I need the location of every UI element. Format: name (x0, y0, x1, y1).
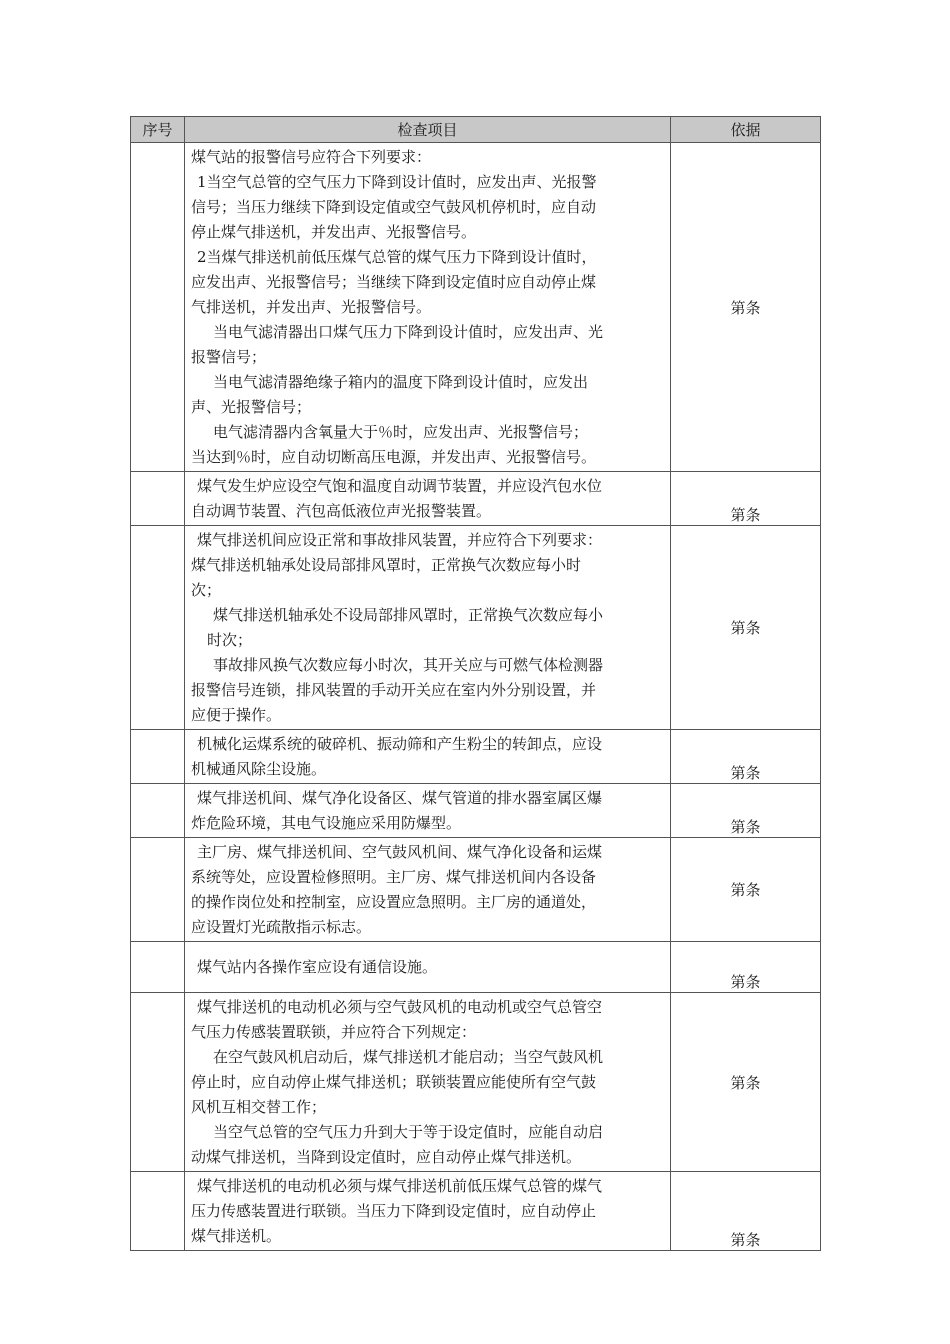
table-row (131, 1172, 821, 1251)
item-line: 煤气排送机。 (191, 1227, 282, 1245)
item-line: 信号；当压力继续下降到设定值或空气鼓风机停机时，应自动 (191, 198, 597, 216)
item-line: 2当煤气排送机前低压煤气总管的煤气压力下降到设计值时， (197, 248, 597, 266)
item-line: 煤气站的报警信号应符合下列要求： (191, 148, 432, 166)
item-line: 自动调节装置、汽包高低液位声光报警装置。 (191, 502, 492, 520)
table-row (131, 143, 821, 472)
item-line: 煤气排送机间应设正常和事故排风装置，并应符合下列要求： (197, 531, 603, 549)
item-line: 气压力传感装置联锁，并应符合下列规定： (191, 1023, 477, 1041)
item-line: 报警信号； (191, 348, 267, 366)
row-item (185, 526, 671, 730)
item-line: 时次； (207, 631, 253, 649)
row-seq (131, 526, 185, 730)
row-item (185, 838, 671, 942)
item-line: 电气滤清器内含氧量大于％时，应发出声、光报警信号； (213, 423, 589, 441)
row-basis: 第条 (671, 993, 821, 1172)
row-basis: 第条 (671, 143, 821, 472)
row-item (185, 730, 671, 784)
header-basis: 依据 (671, 117, 821, 143)
item-line: 报警信号连锁，排风装置的手动开关应在室内外分别设置，并 (191, 681, 597, 699)
item-line: 的操作岗位处和控制室，应设置应急照明。主厂房的通道处， (191, 893, 597, 911)
item-line: 当电气滤清器绝缘子箱内的温度下降到设计值时，应发出 (213, 373, 589, 391)
row-seq (131, 942, 185, 993)
item-line: 煤气排送机的电动机必须与空气鼓风机的电动机或空气总管空 (197, 998, 603, 1016)
row-seq (131, 784, 185, 838)
row-basis: 第条 (671, 526, 821, 730)
row-basis: 第条 (671, 838, 821, 942)
row-seq (131, 993, 185, 1172)
item-line: 压力传感装置进行联锁。当压力下降到设定值时，应自动停止 (191, 1202, 597, 1220)
item-line: 机械化运煤系统的破碎机、振动筛和产生粉尘的转卸点，应设 (197, 735, 603, 753)
item-line: 在空气鼓风机启动后，煤气排送机才能启动；当空气鼓风机 (213, 1048, 604, 1066)
item-line: 次； (191, 581, 222, 599)
item-line: 应便于操作。 (191, 706, 282, 724)
row-basis: 第条 (671, 784, 821, 838)
row-item (185, 472, 671, 526)
item-line: 事故排风换气次数应每小时次，其开关应与可燃气体检测器 (213, 656, 604, 674)
item-line: 应设置灯光疏散指示标志。 (191, 918, 372, 936)
item-line: 气排送机，并发出声、光报警信号。 (191, 298, 432, 316)
item-line: 动煤气排送机，当降到设定值时，应自动停止煤气排送机。 (191, 1148, 582, 1166)
table-row (131, 730, 821, 784)
item-line: 煤气发生炉应设空气饱和温度自动调节装置，并应设汽包水位 (197, 477, 603, 495)
item-line: 机械通风除尘设施。 (191, 760, 327, 778)
table-row (131, 784, 821, 838)
row-seq (131, 838, 185, 942)
item-line: 当达到％时，应自动切断高压电源，并发出声、光报警信号。 (191, 448, 597, 466)
row-seq (131, 143, 185, 472)
table-row (131, 472, 821, 526)
row-seq (131, 730, 185, 784)
item-line: 应发出声、光报警信号；当继续下降到设定值时应自动停止煤 (191, 273, 597, 291)
row-basis: 第条 (671, 730, 821, 784)
item-line: 主厂房、煤气排送机间、空气鼓风机间、煤气净化设备和运煤 (197, 843, 603, 861)
inspection-table (130, 116, 821, 1251)
row-basis: 第条 (671, 942, 821, 993)
item-line: 风机互相交替工作； (191, 1098, 327, 1116)
row-item (185, 1172, 671, 1251)
table-row (131, 838, 821, 942)
item-line: 1当空气总管的空气压力下降到设计值时，应发出声、光报警 (197, 173, 597, 191)
table-row (131, 526, 821, 730)
row-item (185, 143, 671, 472)
item-line: 停止时，应自动停止煤气排送机；联锁装置应能使所有空气鼓 (191, 1073, 597, 1091)
table-row (131, 942, 821, 993)
row-item (185, 784, 671, 838)
row-item (185, 942, 671, 993)
row-basis: 第条 (671, 1172, 821, 1251)
item-line: 停止煤气排送机，并发出声、光报警信号。 (191, 223, 477, 241)
row-basis: 第条 (671, 472, 821, 526)
table-header-row (131, 117, 821, 143)
item-line: 煤气排送机的电动机必须与煤气排送机前低压煤气总管的煤气 (197, 1177, 603, 1195)
item-line: 声、光报警信号； (191, 398, 312, 416)
header-seq: 序号 (131, 117, 185, 143)
item-line: 当空气总管的空气压力升到大于等于设定值时，应能自动启 (213, 1123, 604, 1141)
header-item: 检查项目 (185, 117, 671, 143)
item-line: 煤气排送机轴承处不设局部排风罩时，正常换气次数应每小 (213, 606, 604, 624)
row-seq (131, 1172, 185, 1251)
row-item (185, 993, 671, 1172)
row-seq (131, 472, 185, 526)
item-line: 煤气排送机间、煤气净化设备区、煤气管道的排水器室属区爆 (197, 789, 603, 807)
item-line: 煤气站内各操作室应设有通信设施。 (197, 958, 438, 976)
item-line: 系统等处，应设置检修照明。主厂房、煤气排送机间内各设备 (191, 868, 597, 886)
item-line: 炸危险环境，其电气设施应采用防爆型。 (191, 814, 462, 832)
table-row (131, 993, 821, 1172)
item-line: 当电气滤清器出口煤气压力下降到设计值时，应发出声、光 (213, 323, 604, 341)
item-line: 煤气排送机轴承处设局部排风罩时，正常换气次数应每小时 (191, 556, 582, 574)
